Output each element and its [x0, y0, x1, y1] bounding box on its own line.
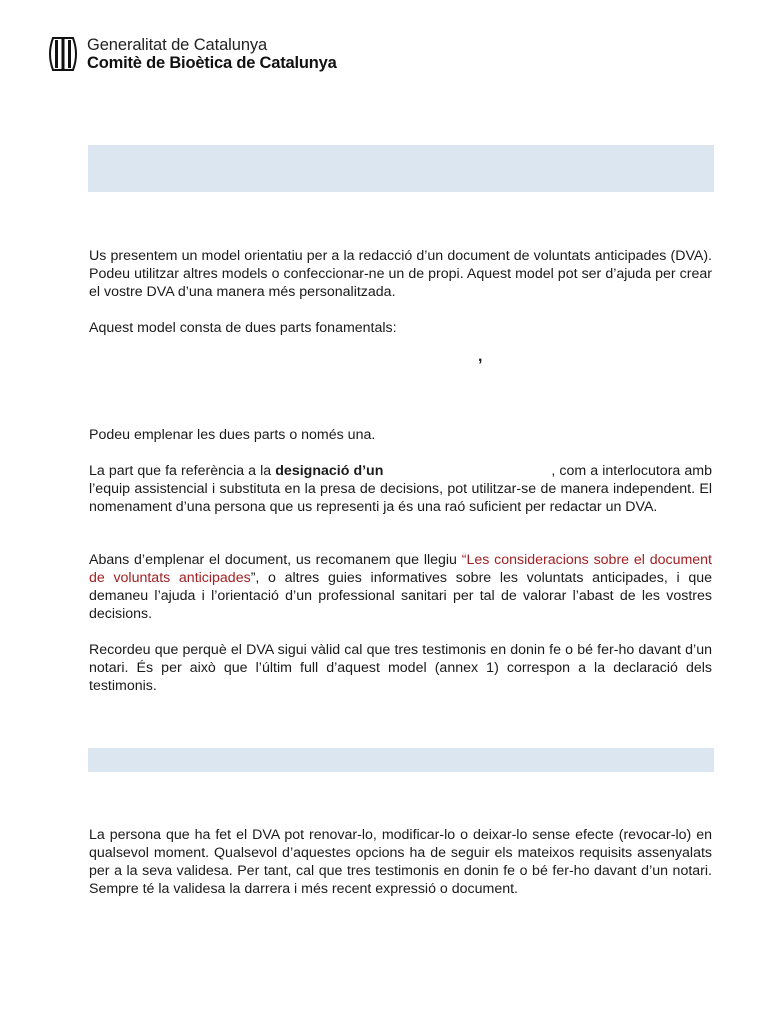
- stray-comma: ,: [478, 348, 483, 365]
- p4-bold-text: designació d’un: [275, 463, 384, 479]
- section-title-band-2: [88, 748, 714, 772]
- intro-paragraph-6: Recordeu que perquè el DVA sigui vàlid cal que tres testimonis en donin fe o bé fer-ho davant d’un notari. És per això que l’últim full d’aquest model (annex 1) correspon a la declaració dels testimonis.: [89, 642, 712, 694]
- p4-text-end: , com a interlocutora amb l’equip assistencial i substituta en la presa de decisions, pot utilitzar-se de manera independent. El nomenament d’una persona que us representi ja és una raó suficient per redactar un DVA.: [89, 463, 712, 515]
- p5-text-start: Abans d’emplenar el document, us recomanem que llegiu: [89, 552, 462, 568]
- organization-name: Generalitat de Catalunya: [87, 36, 268, 54]
- revocation-paragraph: La persona que ha fet el DVA pot renovar-lo, modificar-lo o deixar-lo sense efecte (revocar-lo) en qualsevol moment. Qualsevol d’aquestes opcions ha de seguir els mateixos requisits assenyalats per a la seva validesa. Per tant, cal que tres testimonis en donin fe o bé fer-ho davant d’un notari. Sempre té la validesa la darrera i més recent expressió o document.: [89, 827, 712, 897]
- intro-paragraph-1: Us presentem un model orientatiu per a la redacció d’un document de voluntats anticipades (DVA). Podeu utilitzar altres models o confeccionar-ne un de propi. Aquest model pot ser d’ajuda per crear el vostre DVA d’una manera més personalitzada.: [89, 248, 712, 300]
- committee-name: Comitè de Bioètica de Catalunya: [87, 54, 337, 72]
- generalitat-logo-icon: [49, 36, 77, 72]
- intro-paragraph-4: [89, 462, 712, 516]
- considerations-link[interactable]: “Les consideracions sobre el document de voluntats anticipades: [89, 552, 712, 586]
- p4-text-start: La part que fa referència a la: [89, 463, 276, 479]
- section-title-band-1: [88, 145, 714, 192]
- intro-paragraph-3: Podeu emplenar les dues parts o només una.: [89, 427, 376, 443]
- intro-paragraph-5: [89, 551, 712, 623]
- p5-text-end: ”, o altres guies informatives sobre les voluntats anticipades, i que demaneu l’ajuda i l’orientació d’un professional sanitari per tal de valorar l’abast de les vostres decisions.: [89, 570, 712, 622]
- intro-paragraph-2: Aquest model consta de dues parts fonamentals:: [89, 320, 397, 336]
- document-header: [49, 36, 337, 72]
